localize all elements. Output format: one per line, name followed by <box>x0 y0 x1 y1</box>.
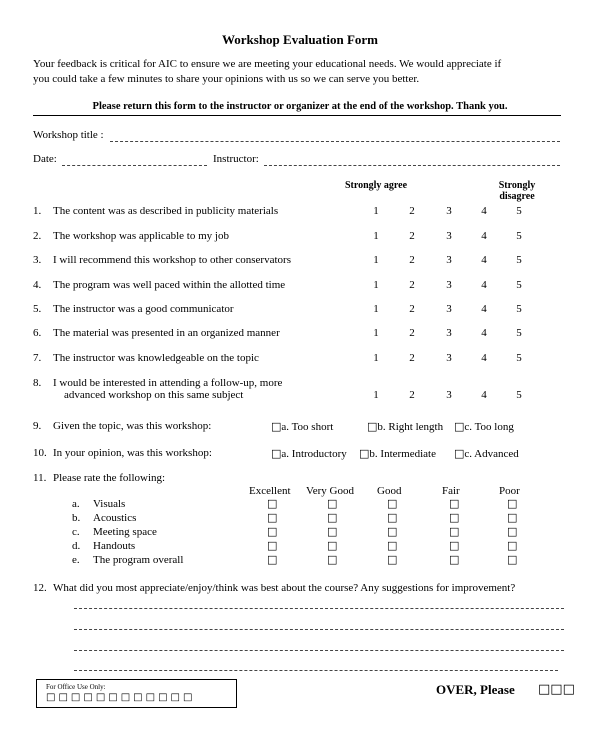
strongly-agree-header: Strongly agree <box>344 180 408 191</box>
rating-1[interactable]: 1 <box>373 327 379 339</box>
workshop-title-label: Workshop title : <box>33 129 104 141</box>
rating-1[interactable]: 1 <box>373 205 379 217</box>
rating-3[interactable]: 3 <box>446 254 452 266</box>
checkbox-icon[interactable]: □ <box>454 447 465 460</box>
rating-5[interactable]: 5 <box>516 352 522 364</box>
rating-2[interactable]: 2 <box>409 205 415 217</box>
rating-2[interactable]: 2 <box>409 327 415 339</box>
workshop-title-field[interactable] <box>110 140 560 142</box>
rating-1[interactable]: 1 <box>373 303 379 315</box>
column-fair: Fair <box>442 485 460 497</box>
rating-5[interactable]: 5 <box>516 205 522 217</box>
rating-item-letter: a. <box>72 498 80 510</box>
rating-4[interactable]: 4 <box>481 279 487 291</box>
checkbox-icon: □ <box>562 682 575 697</box>
rating-4[interactable]: 4 <box>481 303 487 315</box>
rating-4[interactable]: 4 <box>481 389 487 401</box>
checkbox-icon[interactable]: □ <box>95 692 109 703</box>
rating-2[interactable]: 2 <box>409 389 415 401</box>
office-use-label: For Office Use Only: <box>46 683 106 691</box>
answer-line[interactable] <box>74 649 564 651</box>
checkbox-icon[interactable]: □ <box>359 447 370 460</box>
checkbox-icon[interactable]: □ <box>449 525 460 538</box>
q9-option-too-short[interactable]: □a. Too short <box>271 420 334 433</box>
question-number: 9. <box>33 420 42 432</box>
column-poor: Poor <box>499 485 520 497</box>
question-number: 3. <box>33 254 42 266</box>
checkbox-icon[interactable]: □ <box>387 539 398 552</box>
question-number: 11. <box>33 472 47 484</box>
office-use-box <box>36 679 237 708</box>
checkbox-icon[interactable]: □ <box>267 511 278 524</box>
checkbox-icon[interactable]: □ <box>267 539 278 552</box>
rating-3[interactable]: 3 <box>446 205 452 217</box>
over-please-label: OVER, Please <box>436 682 515 697</box>
question-number: 12. <box>33 582 47 594</box>
checkbox-icon[interactable]: □ <box>70 692 84 703</box>
question-number: 6. <box>33 327 42 339</box>
date-label: Date: <box>33 153 57 165</box>
rating-item-letter: d. <box>72 540 81 552</box>
rating-3[interactable]: 3 <box>446 279 452 291</box>
checkbox-icon[interactable]: □ <box>449 511 460 524</box>
rating-3[interactable]: 3 <box>446 389 452 401</box>
question-number: 1. <box>33 205 42 217</box>
checkbox-icon[interactable]: □ <box>327 497 338 510</box>
checkbox-icon[interactable]: □ <box>182 692 196 703</box>
rating-item-letter: c. <box>72 526 80 538</box>
answer-line[interactable] <box>74 607 564 609</box>
question-number: 10. <box>33 447 47 459</box>
rating-2[interactable]: 2 <box>409 352 415 364</box>
rating-2[interactable]: 2 <box>409 279 415 291</box>
office-use-checkboxes <box>46 692 195 703</box>
checkbox-icon[interactable]: □ <box>449 553 460 566</box>
instructor-field[interactable] <box>264 164 560 166</box>
checkbox-icon[interactable]: □ <box>133 692 146 703</box>
checkbox-icon: □ <box>538 682 551 697</box>
question-number: 5. <box>33 303 42 315</box>
rating-item-label: Visuals <box>93 498 126 510</box>
form-title: Workshop Evaluation Form <box>221 32 379 47</box>
rating-2[interactable]: 2 <box>409 254 415 266</box>
question-number: 2. <box>33 230 42 242</box>
rating-item-label: Acoustics <box>93 512 137 524</box>
rating-3[interactable]: 3 <box>446 352 452 364</box>
checkbox-icon[interactable]: □ <box>507 525 518 538</box>
rating-4[interactable]: 4 <box>481 205 487 217</box>
question-text: I would be interested in attending a follow-up, more <box>53 377 283 389</box>
checkbox-icon[interactable]: □ <box>46 692 59 703</box>
column-excellent: Excellent <box>249 485 291 497</box>
checkbox-icon[interactable]: □ <box>507 511 518 524</box>
rating-1[interactable]: 1 <box>373 389 379 401</box>
rating-2[interactable]: 2 <box>409 230 415 242</box>
q9-label: Given the topic, was this workshop: <box>53 420 212 432</box>
rating-4[interactable]: 4 <box>481 230 487 242</box>
checkbox-icon[interactable]: □ <box>387 511 398 524</box>
answer-line[interactable] <box>74 628 564 630</box>
checkbox-icon[interactable]: □ <box>449 539 460 552</box>
rating-1[interactable]: 1 <box>373 279 379 291</box>
rating-3[interactable]: 3 <box>446 230 452 242</box>
question-text: The program was well paced within the allotted time <box>53 279 286 291</box>
header-divider <box>33 115 561 116</box>
q10-option-introductory[interactable]: □a. Introductory <box>271 447 347 460</box>
question-text-continued: advanced workshop on this same subject <box>64 389 244 401</box>
over-page-arrows <box>538 682 575 697</box>
checkbox-icon[interactable]: □ <box>507 553 518 566</box>
checkbox-icon[interactable]: □ <box>507 497 518 510</box>
checkbox-icon[interactable]: □ <box>145 692 159 703</box>
q11-label: Please rate the following: <box>53 472 166 484</box>
rating-2[interactable]: 2 <box>409 303 415 315</box>
question-number: 4. <box>33 279 42 291</box>
rating-3[interactable]: 3 <box>446 303 452 315</box>
rating-item-label: Handouts <box>93 540 136 552</box>
checkbox-icon[interactable]: □ <box>158 692 171 703</box>
checkbox-icon[interactable]: □ <box>367 420 378 433</box>
question-text: I will recommend this workshop to other conservators <box>53 254 291 266</box>
rating-item-label: Meeting space <box>93 526 157 538</box>
intro-text-line2: you could take a few minutes to share your opinions with us so we can serve you better. <box>33 73 420 85</box>
column-very-good: Very Good <box>306 485 354 497</box>
checkbox-icon[interactable]: □ <box>120 692 134 703</box>
q10-label: In your opinion, was this workshop: <box>53 447 212 459</box>
question-number: 8. <box>33 377 42 389</box>
checkbox-icon[interactable]: □ <box>267 497 278 510</box>
checkbox-icon[interactable]: □ <box>83 692 96 703</box>
checkbox-icon[interactable]: □ <box>327 511 338 524</box>
rating-5[interactable]: 5 <box>516 327 522 339</box>
question-text: The instructor was knowledgeable on the topic <box>53 352 259 364</box>
checkbox-icon[interactable]: □ <box>387 553 398 566</box>
checkbox-icon[interactable]: □ <box>271 420 282 433</box>
instructor-label: Instructor: <box>213 153 259 165</box>
checkbox-icon[interactable]: □ <box>267 525 278 538</box>
column-good: Good <box>377 485 402 497</box>
question-text: The workshop was applicable to my job <box>53 230 229 242</box>
date-field[interactable] <box>62 164 207 166</box>
q9-option-too-long[interactable]: □c. Too long <box>454 420 514 433</box>
q10-option-advanced[interactable]: □c. Advanced <box>454 447 519 460</box>
q12-label: What did you most appreciate/enjoy/think was best about the course? Any suggestions for improvement? <box>53 582 516 594</box>
checkbox-icon[interactable]: □ <box>327 553 338 566</box>
question-text: The instructor was a good communicator <box>53 303 234 315</box>
rating-1[interactable]: 1 <box>373 254 379 266</box>
q10-option-intermediate[interactable]: □b. Intermediate <box>359 447 436 460</box>
rating-4[interactable]: 4 <box>481 327 487 339</box>
return-instructions: Please return this form to the instructor or organizer at the end of the workshop. Thank you. <box>92 101 508 112</box>
rating-item-letter: b. <box>72 512 81 524</box>
rating-1[interactable]: 1 <box>373 352 379 364</box>
checkbox-icon[interactable]: □ <box>387 497 398 510</box>
checkbox-icon[interactable]: □ <box>170 692 183 703</box>
checkbox-icon[interactable]: □ <box>58 692 71 703</box>
rating-item-label: The program overall <box>93 554 184 566</box>
checkbox-icon[interactable]: □ <box>449 497 460 510</box>
checkbox-icon[interactable]: □ <box>267 553 278 566</box>
checkbox-icon[interactable]: □ <box>387 525 398 538</box>
checkbox-icon[interactable]: □ <box>108 692 121 703</box>
question-text: The content was as described in publicity materials <box>53 205 279 217</box>
rating-5[interactable]: 5 <box>516 389 522 401</box>
rating-5[interactable]: 5 <box>516 303 522 315</box>
intro-text-line1: Your feedback is critical for AIC to ensure we are meeting your educational needs. We would appreciate if <box>33 58 502 70</box>
rating-4[interactable]: 4 <box>481 352 487 364</box>
checkbox-icon: □ <box>550 682 563 697</box>
checkbox-icon[interactable]: □ <box>507 539 518 552</box>
answer-line[interactable] <box>74 669 558 671</box>
rating-5[interactable]: 5 <box>516 254 522 266</box>
rating-item-letter: e. <box>72 554 80 566</box>
checkbox-icon[interactable]: □ <box>327 525 338 538</box>
rating-1[interactable]: 1 <box>373 230 379 242</box>
checkbox-icon[interactable]: □ <box>454 420 465 433</box>
question-number: 7. <box>33 352 42 364</box>
q9-option-right-length[interactable]: □b. Right length <box>367 420 444 433</box>
rating-5[interactable]: 5 <box>516 230 522 242</box>
question-text: The material was presented in an organized manner <box>53 327 280 339</box>
strongly-disagree-header: Strongly disagree <box>498 180 536 202</box>
rating-5[interactable]: 5 <box>516 279 522 291</box>
rating-3[interactable]: 3 <box>446 327 452 339</box>
checkbox-icon[interactable]: □ <box>327 539 338 552</box>
rating-4[interactable]: 4 <box>481 254 487 266</box>
checkbox-icon[interactable]: □ <box>271 447 282 460</box>
